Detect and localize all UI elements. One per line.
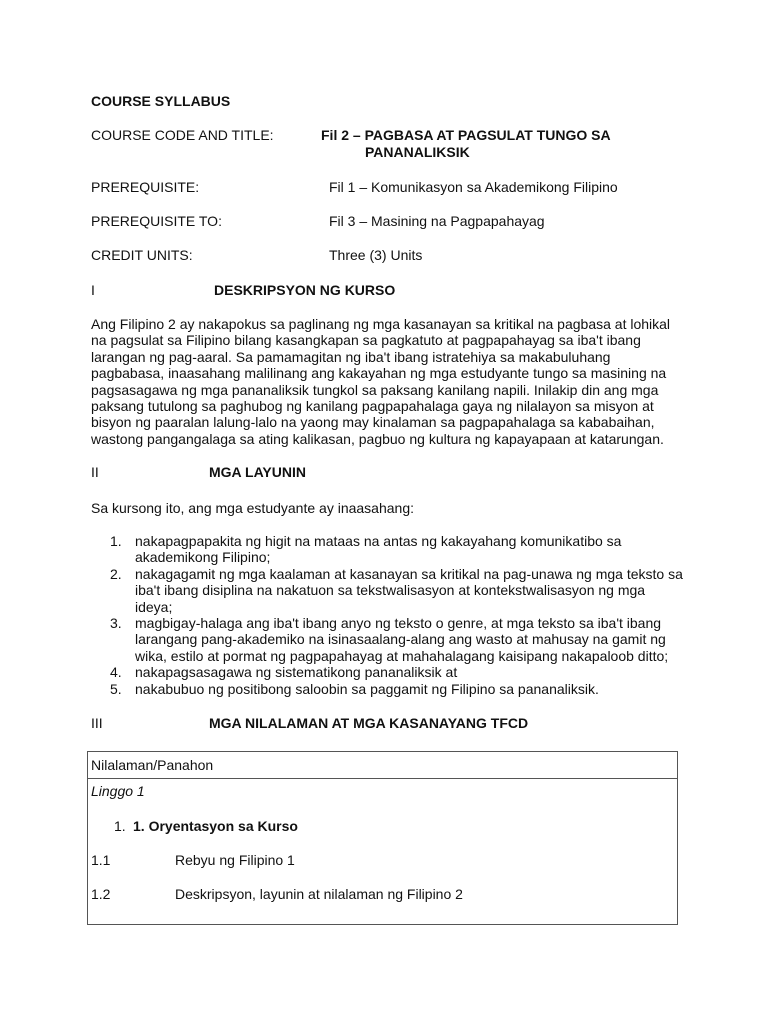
section-1-heading: DESKRIPSYON NG KURSO: [214, 282, 396, 298]
section-2-heading: MGA LAYUNIN: [209, 464, 306, 480]
list-item-number: 1.: [110, 533, 122, 549]
table-header-cell: Nilalaman/Panahon: [91, 757, 214, 773]
table-header-row: [88, 752, 677, 779]
list-item: [110, 615, 700, 664]
subtopic-title: Deskripsyon, layunin at nilalaman ng Filipino 2: [175, 886, 463, 902]
description-line: pagsasagawa ng mga pananaliksik tungkol sa paksang kanilang napili. Inilakip din ang mga: [91, 381, 659, 398]
list-item-line: nakabubuo ng positibong saloobin sa paggamit ng Filipino sa pananaliksik.: [135, 680, 599, 697]
list-item-line: magbigay-halaga ang iba't ibang anyo ng teksto o genre, at mga teksto sa iba't ibang: [135, 615, 662, 632]
section-3-heading: MGA NILALAMAN AT MGA KASANAYANG TFCD: [209, 715, 529, 731]
list-item-line: wika, estilo at pormat ng pagpapahayag at mahahalagang kaisipang nakapaloob ditto;: [135, 647, 669, 664]
subtopic-number: 1.1: [91, 852, 111, 868]
course-code-value-cont: PANANALIKSIK: [365, 144, 470, 160]
prerequisite-value: Fil 1 – Komunikasyon sa Akademikong Filipino: [329, 179, 618, 195]
list-item-line: iba't ibang disiplina na nakatuon sa tekstwalisasyon at kontekstwalisasyon ng mga: [135, 582, 646, 599]
doc-title: COURSE SYLLABUS: [91, 93, 231, 109]
list-item-number: 4.: [110, 664, 122, 681]
objectives-list: [110, 533, 700, 697]
subtopic-title: Rebyu ng Filipino 1: [175, 852, 295, 868]
prerequisite-to-value: Fil 3 – Masining na Pagpapahayag: [329, 213, 545, 229]
section-3-numeral: III: [91, 715, 103, 731]
list-item: [110, 681, 700, 697]
section-2-numeral: II: [91, 464, 99, 480]
course-description: [91, 316, 691, 447]
prerequisite-to-label: PREREQUISITE TO:: [91, 213, 222, 229]
objectives-intro: Sa kursong ito, ang mga estudyante ay inaasahang:: [91, 500, 414, 516]
description-line: paksang tutulong sa paghubog ng kanilang pagpapahalaga gaya ng nilalayon sa misyon at: [91, 398, 654, 415]
description-line: bisyon ng paaralan lalung-lalo na yaong may kinalaman sa pagpapahalaga sa kababaihan,: [91, 414, 655, 431]
description-line: na pagsulat sa Filipino bilang kasangkapan sa pagkatuto at pagpapahayag sa iba't ibang: [91, 332, 641, 349]
course-code-label: COURSE CODE AND TITLE:: [91, 127, 274, 143]
subtopic-number: 1.2: [91, 886, 111, 902]
list-item: [110, 533, 700, 566]
prerequisite-label: PREREQUISITE:: [91, 179, 200, 195]
topic-number: 1.: [114, 818, 126, 834]
description-line: larangan ng pag-aaral. Sa pamamagitan ng iba't ibang istratehiya sa makabuluhang: [91, 348, 611, 365]
list-item-number: 5.: [110, 680, 122, 697]
credit-units-value: Three (3) Units: [329, 247, 423, 263]
list-item: [110, 566, 700, 615]
course-code-value: Fil 2 – PAGBASA AT PAGSULAT TUNGO SA: [321, 127, 611, 143]
list-item-line: larangang pang-akademiko na isinasaalang-alang ang wasto at mahusay na gamit ng: [135, 631, 666, 648]
list-item-line: nakagagamit ng mga kaalaman at kasanayan sa kritikal na pag-unawa ng mga teksto sa: [135, 565, 683, 582]
week-label: Linggo 1: [91, 783, 145, 799]
description-line: wastong pangangalaga sa ating kalikasan, pagbuo ng kultura ng kapayapaan at katarungan.: [91, 430, 664, 447]
list-item-line: nakapagpapakita ng higit na mataas na antas ng kakayahang komunikatibo sa: [135, 533, 622, 549]
list-item-line: ideya;: [135, 598, 173, 615]
topic-title: 1. Oryentasyon sa Kurso: [133, 818, 298, 834]
list-item-line: akademikong Filipino;: [135, 549, 271, 566]
description-line: pagbabasa, inaasahang malilinang ang kakayahan ng mga estudyante tungo sa masining na: [91, 365, 667, 382]
credit-units-label: CREDIT UNITS:: [91, 247, 193, 263]
content-table: [87, 751, 678, 925]
list-item-number: 2.: [110, 565, 122, 582]
section-1-numeral: I: [91, 282, 95, 298]
list-item-number: 3.: [110, 615, 122, 632]
list-item: [110, 664, 700, 680]
description-line: Ang Filipino 2 ay nakapokus sa paglinang ng mga kasanayan sa kritikal na pagbasa at lohikal: [91, 316, 671, 332]
list-item-line: nakapagsasagawa ng sistematikong pananaliksik at: [135, 664, 458, 681]
